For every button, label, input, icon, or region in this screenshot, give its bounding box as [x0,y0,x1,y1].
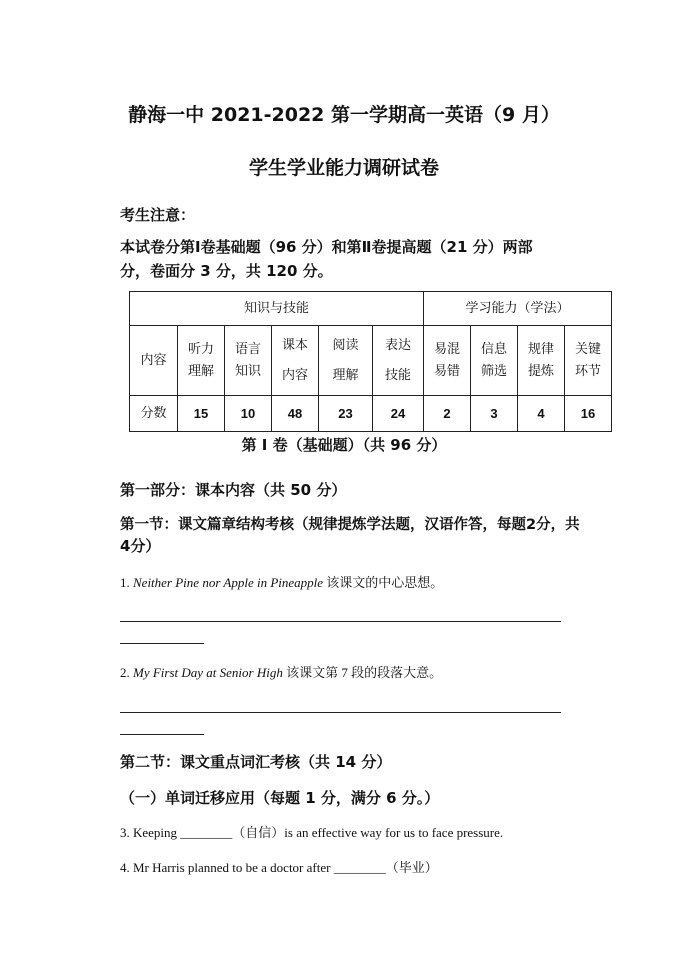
score-cell: 16 [565,396,612,432]
score-cell: 15 [178,396,225,432]
score-cell: 3 [471,396,518,432]
content-cell: 课本 内容 [272,326,319,396]
question-3: 3. Keeping ________（自信）is an effective way for us to face pressure. [120,825,504,840]
score-distribution-table [129,291,612,432]
intro-line-2: 分，卷面分 3 分，共 120 分。 [120,262,333,280]
score-cell: 48 [272,396,319,432]
group-ability-header: 学习能力（学法） [424,292,612,326]
answer-line [120,712,561,713]
q1-lesson-title: Neither Pine nor Apple in Pineapple [133,575,324,590]
q2-lesson-title: My First Day at Senior High [133,665,283,680]
score-row [130,396,612,432]
score-cell: 4 [518,396,565,432]
content-cell: 信息 筛选 [471,326,518,396]
question-4: 4. Mr Harris planned to be a doctor after ________（毕业） [120,860,438,875]
section-1-title-cont: 4分） [120,537,161,555]
answer-line [120,621,561,622]
score-cell: 24 [373,396,424,432]
exam-title: 静海一中 2021-2022 第一学期高一英语（9 月） [128,104,560,126]
answer-line [120,643,204,644]
content-cell: 易混 易错 [424,326,471,396]
question-2: 2. My First Day at Senior High 该课文第 7 段的段落大意。 [120,665,443,680]
part-1-title: 第一部分：课本内容（共 50 分） [120,481,347,499]
row-label-content: 内容 [130,326,178,396]
score-cell: 23 [319,396,373,432]
answer-line [120,734,204,735]
section-2-title: 第二节：课文重点词汇考核（共 14 分） [120,753,392,771]
section-1-title: 第一节：课文篇章结构考核（规律提炼学法题，汉语作答，每题2分，共 [120,517,580,533]
group-knowledge-header: 知识与技能 [130,292,424,326]
score-cell: 2 [424,396,471,432]
content-cell: 阅读 理解 [319,326,373,396]
content-row [130,326,612,396]
content-cell: 关键 环节 [565,326,612,396]
question-1: 1. Neither Pine nor Apple in Pineapple 该课文的中心思想。 [120,575,444,590]
content-cell: 语言 知识 [225,326,272,396]
content-cell: 表达 技能 [373,326,424,396]
row-label-score: 分数 [130,396,178,432]
notice-label: 考生注意： [120,206,196,224]
exam-subtitle: 学生学业能力调研试卷 [248,157,439,179]
score-cell: 10 [225,396,272,432]
subsection-1-title: （一）单词迁移应用（每题 1 分，满分 6 分。） [120,789,440,807]
intro-line-1: 本试卷分第Ⅰ卷基础题（96 分）和第Ⅱ卷提高题（21 分）两部 [120,238,533,256]
content-cell: 规律 提炼 [518,326,565,396]
volume-1-title: 第 I 卷（基础题）（共 96 分） [241,436,447,454]
content-cell: 听力 理解 [178,326,225,396]
